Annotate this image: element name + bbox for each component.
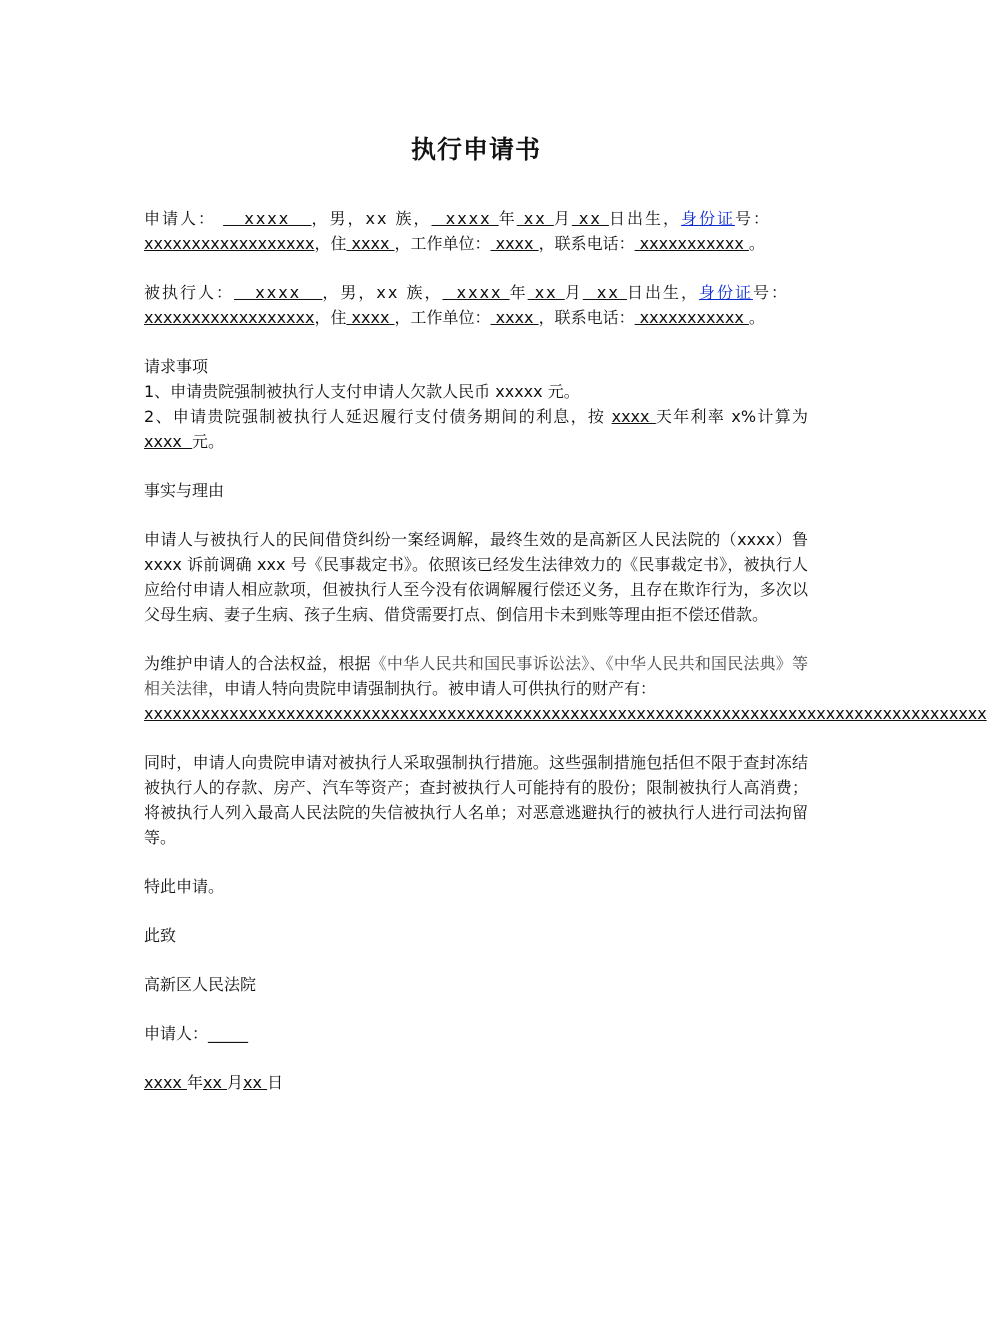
applicant-line-2 [144, 231, 808, 256]
applicant-year-label: 年 [498, 209, 517, 228]
facts-paragraph-2-post: ，申请人特向贵院申请强制执行。被申请人可供执行的财产有： [208, 679, 657, 698]
applicant-phone-label: ，联系电话： [538, 234, 635, 253]
claim-item-2-days: xxxx [611, 407, 656, 426]
applicant-month-label: 月 [553, 209, 572, 228]
applicant-id-suffix: 号： [734, 209, 771, 228]
facts-paragraph-2-pre: 为维护申请人的合法权益，根据 [144, 654, 371, 673]
signature-blank: _____ [208, 1024, 249, 1043]
signature-line [144, 1021, 808, 1046]
respondent-id-link[interactable]: 身份证 [698, 283, 753, 302]
applicant-label: 申请人： [144, 209, 217, 228]
document-title: 执行申请书 [410, 135, 541, 164]
facts-paragraph-1: 申请人与被执行人的民间借贷纠纷一案经调解，最终生效的是高新区人民法院的（xxxx）鲁 xxxx 诉前调确 xxx 号《民事裁定书》。依照该已经发生法律效力的《民事裁定书》，被执行人应给付申请人相应款项，但被执行人至今没有依调解履行偿还义务，且存在欺诈行为，多次以父母生病、妻子生病、孩子生病、借贷需要打点、倒信用卡未到账等理由拒不偿还借款。 [144, 530, 808, 624]
applicant-line-1 [144, 206, 808, 231]
salutation: 此致 [144, 926, 177, 945]
applicant-name: xxxx [223, 209, 312, 228]
respondent-year: xxxx [442, 283, 510, 302]
respondent-work: xxxx [490, 308, 539, 327]
facts-heading: 事实与理由 [144, 481, 225, 500]
applicant-year: xxxx [431, 209, 499, 228]
date-month: xx [202, 1073, 228, 1092]
court-name: 高新区人民法院 [144, 975, 257, 994]
respondent-day-label: 日出生， [626, 283, 699, 302]
applicant-address: xxxx [346, 234, 395, 253]
applicant-address-label: ，住 [314, 234, 347, 253]
respondent-line-1 [144, 280, 808, 305]
respondent-phone: xxxxxxxxxxx [634, 308, 749, 327]
signature-label: 申请人： [144, 1024, 209, 1043]
applicant-ethnic: xx 族， [365, 209, 432, 228]
respondent-year-label: 年 [509, 283, 528, 302]
claim-item-2 [144, 404, 808, 454]
date-year: xxxx [144, 1073, 187, 1092]
respondent-work-label: ，工作单位： [394, 308, 491, 327]
applicant-phone: xxxxxxxxxxx [634, 234, 749, 253]
respondent-id-suffix: 号： [752, 283, 789, 302]
respondent-address: xxxx [346, 308, 395, 327]
respondent-id-number: xxxxxxxxxxxxxxxxxx [144, 308, 315, 327]
date-month-label: 月 [227, 1073, 244, 1092]
date-day-label: 日 [267, 1073, 284, 1092]
claims-heading: 请求事项 [144, 357, 209, 376]
applicant-work: xxxx [490, 234, 539, 253]
legal-basis: 《中华人民共和国民事诉讼法》、《中华人民共和国民法典》等相关法律 [144, 654, 808, 698]
claim-item-2-end: 元。 [192, 432, 225, 451]
applicant-id-number: xxxxxxxxxxxxxxxxxx [144, 234, 315, 253]
applicant-day: xx [571, 209, 609, 228]
facts-paragraph-2 [144, 651, 808, 701]
respondent-gender: ，男， [322, 283, 377, 302]
claim-item-1: 1、申请贵院强制被执行人支付申请人欠款人民币 xxxxx 元。 [144, 382, 580, 401]
property-placeholder: xxxxxxxxxxxxxxxxxxxxxxxxxxxxxxxxxxxxxxxxxxxxxxxxxxxxxxxxxxxxxxxxxxxxxxxxxxxxxxxxxxxxxxxxx [144, 704, 987, 723]
applicant-work-label: ，工作单位： [394, 234, 491, 253]
date-day: xx [243, 1073, 268, 1092]
applicant-end: 。 [748, 234, 765, 253]
respondent-label: 被执行人： [144, 283, 235, 302]
respondent-day: xx [582, 283, 627, 302]
applicant-day-label: 日出生， [608, 209, 681, 228]
respondent-line-2 [144, 305, 808, 330]
respondent-month: xx [527, 283, 565, 302]
date-year-label: 年 [186, 1073, 203, 1092]
claim-item-2-rate: 天年利率 x%计算为 [655, 407, 808, 426]
respondent-end: 。 [748, 308, 765, 327]
applicant-month: xx [516, 209, 554, 228]
respondent-name: xxxx [234, 283, 323, 302]
facts-paragraph-3: 同时，申请人向贵院申请对被执行人采取强制执行措施。这些强制措施包括但不限于查封冻结被执行人的存款、房产、汽车等资产；查封被执行人可能持有的股份；限制被执行人高消费；将被执行人列入最高人民法院的失信被执行人名单；对恶意逃避执行的被执行人进行司法拘留等。 [144, 753, 808, 847]
document [144, 130, 987, 1095]
respondent-month-label: 月 [564, 283, 583, 302]
applicant-id-link[interactable]: 身份证 [680, 209, 735, 228]
claim-item-2-amount: xxxx [144, 432, 193, 451]
respondent-address-label: ，住 [314, 308, 347, 327]
respondent-phone-label: ，联系电话： [538, 308, 635, 327]
claim-item-2-text: 2、申请贵院强制被执行人延迟履行支付债务期间的利息，按 [144, 407, 612, 426]
hereby-apply: 特此申请。 [144, 877, 225, 896]
property-list [144, 701, 987, 726]
date-line [144, 1070, 808, 1095]
applicant-gender: ，男， [311, 209, 366, 228]
respondent-ethnic: xx 族， [376, 283, 443, 302]
